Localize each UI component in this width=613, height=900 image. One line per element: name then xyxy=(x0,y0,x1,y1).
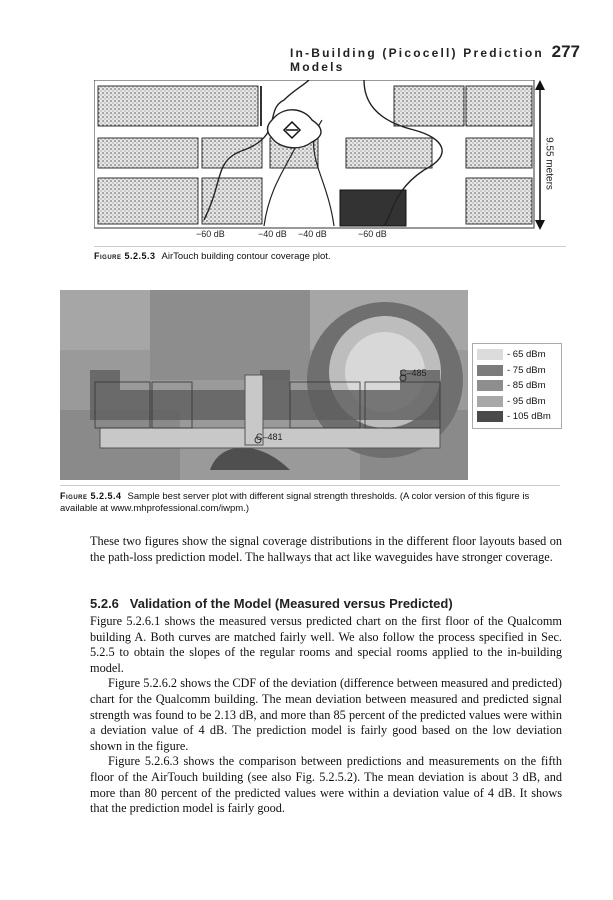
running-header xyxy=(290,42,580,74)
contour-label: −60 dB xyxy=(358,229,387,239)
legend-item xyxy=(473,378,561,394)
legend-swatch xyxy=(477,365,503,376)
header-title: In-Building (Picocell) Prediction Models xyxy=(290,46,544,74)
section-heading xyxy=(90,596,562,611)
caption-rule xyxy=(60,485,560,486)
legend-swatch xyxy=(477,380,503,391)
figure-caption-text: Sample best server plot with different signal strength thresholds. (A color version of this figure is available at www.mhprofessional.com/iwpm.) xyxy=(60,491,530,514)
figure-caption-label: Figure 5.2.5.4 xyxy=(60,491,122,501)
legend-label: - 85 dBm xyxy=(507,380,546,392)
legend-item xyxy=(473,363,561,379)
legend-swatch xyxy=(477,349,503,360)
section-body xyxy=(90,614,562,817)
site-label: C–481 xyxy=(256,432,283,442)
caption-rule xyxy=(94,246,566,247)
contour-coverage-plot xyxy=(94,80,566,240)
legend-item xyxy=(473,347,561,363)
figure-caption xyxy=(94,251,566,262)
legend-swatch xyxy=(477,396,503,407)
signal-legend xyxy=(472,343,562,429)
intro-paragraph xyxy=(90,534,562,565)
figure-caption-text: AirTouch building contour coverage plot. xyxy=(161,251,331,262)
paragraph: Figure 5.2.6.1 shows the measured versus predicted chart on the first floor of the Qualcomm building A. Both curves are matched fairly well. We also follow the process specified in Sec. 5.2.5 to obtain the slopes of the regular rooms and special rooms applied to the in-building model. xyxy=(90,614,562,675)
legend-swatch xyxy=(477,411,503,422)
legend-label: - 105 dBm xyxy=(507,411,551,423)
figure-caption-label: Figure 5.2.5.3 xyxy=(94,251,156,261)
paragraph: These two figures show the signal coverage distributions in the different floor layouts based on the path-loss prediction model. The hallways that act like waveguides have stronger coverage. xyxy=(90,534,562,564)
page-number: 277 xyxy=(551,42,580,61)
legend-item xyxy=(473,409,561,425)
legend-item xyxy=(473,394,561,410)
paragraph: Figure 5.2.6.2 shows the CDF of the deviation (difference between measured and predicted) chart for the Qualcomm building. The mean deviation between measured and predicted signal strength was found to be 2.13 dB, and more than 85 percent of the predicted values were within a deviation value of 4 dB. The prediction model is fairly good based on the low deviation shown in the figure. xyxy=(90,676,562,753)
section-number: 5.2.6 xyxy=(90,596,119,611)
contour-label: −40 dB xyxy=(258,229,287,239)
figure-caption xyxy=(60,490,560,515)
site-label: C–485 xyxy=(400,368,427,378)
legend-label: - 75 dBm xyxy=(507,364,546,376)
legend-label: - 65 dBm xyxy=(507,349,546,361)
best-server-plot xyxy=(60,290,468,480)
contour-label: −60 dB xyxy=(196,229,225,239)
contour-label: −40 dB xyxy=(298,229,327,239)
section-title: Validation of the Model (Measured versus Predicted) xyxy=(129,596,453,611)
legend-label: - 95 dBm xyxy=(507,395,546,407)
dimension-label: 9.55 meters xyxy=(543,137,555,190)
paragraph: Figure 5.2.6.3 shows the comparison between predictions and measurements on the fifth floor of the AirTouch building (see also Fig. 5.2.5.2). The mean deviation is about 3 dB, and more than 80 percent of the predicted values were within a deviation value of 4 dB. It shows that the prediction model is fairly good. xyxy=(90,754,562,816)
